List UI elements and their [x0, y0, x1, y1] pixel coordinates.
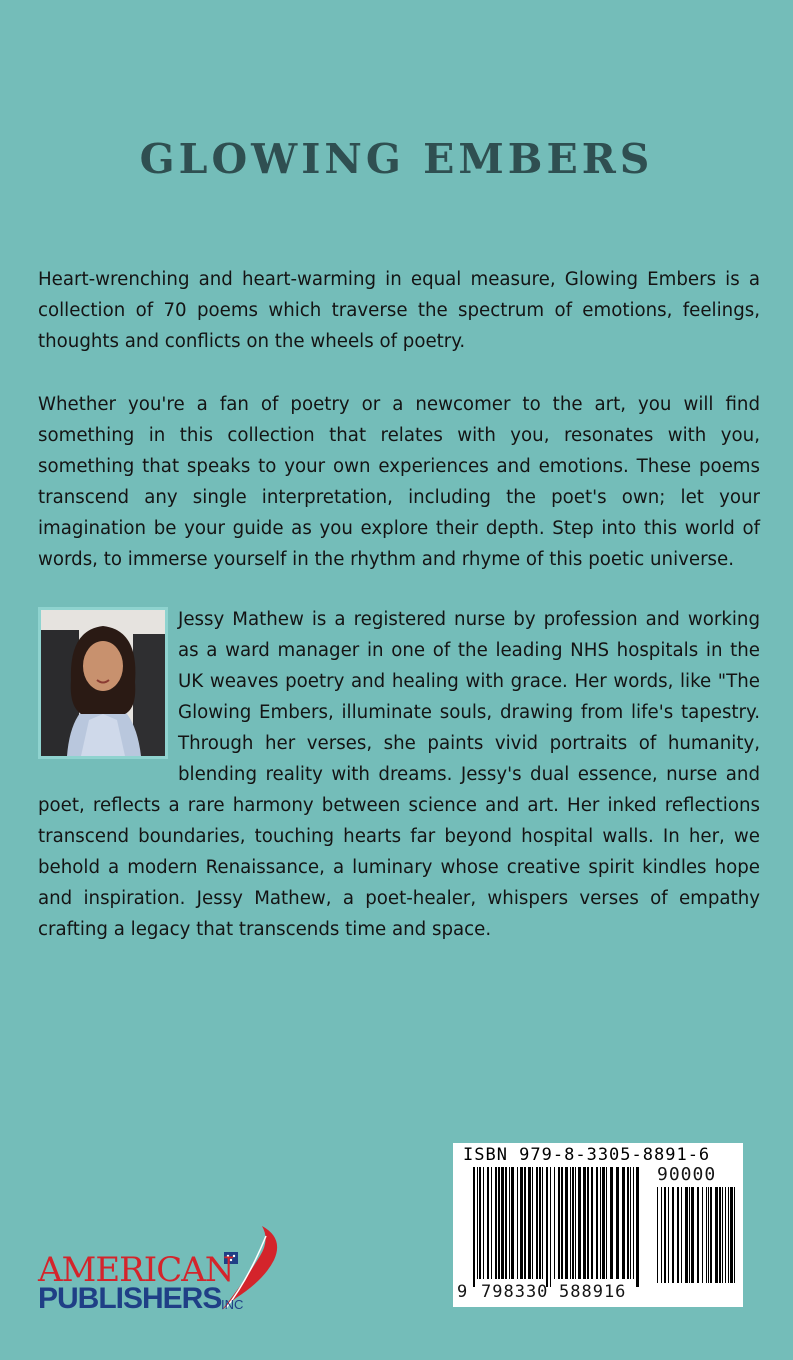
barcode-bar [550, 1167, 551, 1287]
author-photo [38, 607, 168, 759]
isbn-label: ISBN 979-8-3305-8891-6 [463, 1145, 711, 1165]
barcode-bar [539, 1167, 541, 1279]
barcode-bar [691, 1187, 694, 1283]
barcode-bar [509, 1167, 510, 1279]
barcode-bar [517, 1167, 518, 1279]
author-bio-block [38, 604, 760, 945]
barcode-bar [473, 1167, 475, 1287]
barcode-bar [501, 1167, 504, 1279]
barcode-bar [572, 1167, 574, 1279]
barcode-bar [487, 1167, 489, 1279]
barcode-bar [495, 1167, 497, 1279]
barcode-bar [661, 1187, 662, 1283]
barcode-digits-right: 588916 [559, 1282, 627, 1302]
barcode-bar [483, 1167, 484, 1279]
publisher-name-line1: AMERICAN [38, 1250, 234, 1290]
price-code: 90000 [657, 1164, 717, 1185]
barcode-bar [734, 1187, 735, 1283]
barcode-bar [719, 1187, 721, 1283]
barcode-bar [532, 1167, 533, 1279]
barcode-bar [706, 1187, 707, 1283]
barcode-bar [636, 1167, 639, 1287]
barcode-bar [602, 1167, 605, 1279]
barcode-bar [520, 1167, 523, 1279]
author-bio-text: Jessy Mathew is a registered nurse by profession and working as a ward manager in one of the leading NHS hospitals in the UK weaves poetry and healing with grace. Her words, like "The Glowing Embers, illuminate souls, drawing from life's tapestry. Through her verses, she paints vivid portraits of humanity, blending reality with dreams. Jessy's dual essence, nurse and poet, reflects a rare harmony between science and art. Her inked reflections transcend boundaries, touching hearts far beyond hospital walls. In her, we behold a modern Renaissance, a luminary whose creative spirit kindles hope and inspiration. Jessy Mathew, a poet-healer, whispers verses of empathy crafting a legacy that transcends time and space. [38, 609, 760, 940]
barcode-bar [554, 1167, 555, 1279]
publisher-suffix: INC [221, 1297, 244, 1312]
barcode-bar [600, 1167, 601, 1279]
barcode-bar [561, 1167, 563, 1279]
barcode-bar [596, 1167, 598, 1279]
barcode-bar [610, 1167, 613, 1279]
barcode-bar [477, 1167, 478, 1279]
barcode-bar [558, 1167, 560, 1279]
barcode-bar [479, 1167, 481, 1279]
barcode-bar [708, 1187, 709, 1283]
barcode-bar [633, 1167, 634, 1279]
publisher-name-line2: PUBLISHERS [38, 1282, 222, 1315]
barcode-bar [681, 1187, 682, 1283]
barcode-digit-prefix: 9 [457, 1282, 468, 1302]
barcode-bar [616, 1167, 619, 1279]
barcode-bar [511, 1167, 514, 1279]
barcode-bar [542, 1167, 543, 1279]
barcode-bar [672, 1187, 674, 1283]
barcode-bar [730, 1187, 733, 1283]
barcode-bar [578, 1167, 581, 1279]
barcode-bar [546, 1167, 548, 1287]
barcode-bar [689, 1187, 690, 1283]
barcode-bar [677, 1187, 679, 1283]
barcode-bar [728, 1187, 729, 1283]
barcode-digits-left: 798330 [481, 1282, 549, 1302]
barcode-bar [606, 1167, 607, 1279]
barcode-bar [722, 1187, 723, 1283]
barcode-bar [491, 1167, 492, 1279]
barcode-bar [536, 1167, 538, 1279]
barcode-bar [622, 1167, 625, 1279]
barcode-bar [715, 1187, 718, 1283]
barcode-bar [657, 1187, 658, 1283]
book-title: GLOWING EMBERS [139, 135, 654, 183]
barcode-bar [591, 1167, 593, 1279]
barcode-bar [587, 1167, 589, 1279]
barcode-bar [668, 1187, 669, 1283]
barcode-bar [575, 1167, 576, 1279]
intro-paragraph: Heart-wrenching and heart-warming in equal measure, Glowing Embers is a collection of 70 poems which traverse the spectrum of emotions, feelings, thoughts and conflicts on the wheels of poetry. [38, 269, 760, 352]
barcode-bar [583, 1167, 586, 1279]
barcode-bar [505, 1167, 507, 1279]
barcode-bar [725, 1187, 726, 1283]
barcode-bar [697, 1187, 699, 1283]
publisher-logo [38, 1222, 298, 1322]
barcode-bar [710, 1187, 712, 1283]
isbn-barcode [453, 1143, 743, 1307]
barcode-bar [570, 1167, 571, 1279]
barcode-bar [524, 1167, 526, 1279]
barcode-bar [528, 1167, 531, 1279]
invitation-paragraph: Whether you're a fan of poetry or a newcomer to the art, you will find something in this collection that relates with you, resonates with you, something that speaks to your own experiences and emotions. These poems transcend any single interpretation, including the poet's own; let your imagination be your guide as you explore their depth. Step into this world of words, to immerse yourself in the rhythm and rhyme of this poetic universe. [38, 394, 760, 570]
barcode-bar [630, 1167, 631, 1279]
barcode-bar [664, 1187, 666, 1283]
barcode-bar [565, 1167, 568, 1279]
barcode-bar [498, 1167, 500, 1279]
barcode-bar [702, 1187, 703, 1283]
barcode-bar [627, 1167, 629, 1279]
barcode-bar [685, 1187, 688, 1283]
